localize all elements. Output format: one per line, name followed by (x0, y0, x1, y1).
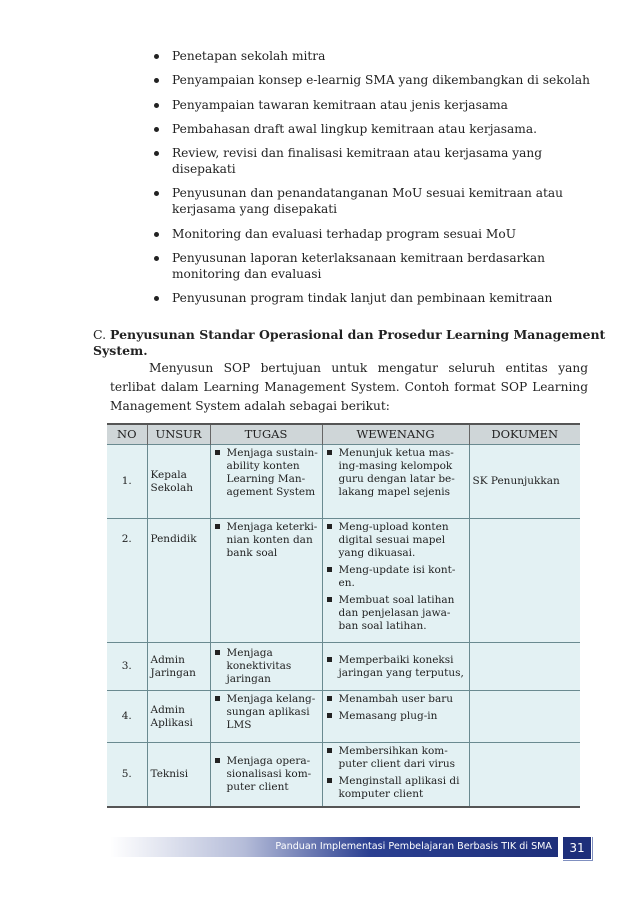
cell-dokumen: SK Penunjukkan (469, 445, 580, 519)
sop-table (107, 423, 580, 808)
list-item: Meng-upload konten digital sesuai mapel yang dikuasai. (326, 521, 466, 560)
list-item: Membuat soal latihan dan penjelasan jawa-ban soal latihan. (326, 594, 466, 633)
bullet-item: Penyusunan laporan keterlaksanaan kemitraan berdasarkan monitoring dan evaluasi (150, 250, 600, 282)
section-letter: C. (93, 327, 107, 342)
cell-unsur: Pendidik (147, 519, 210, 643)
footer-bar (110, 837, 558, 857)
cell-no: 4. (107, 691, 147, 743)
section-heading (93, 327, 613, 359)
list-item: Menunjuk ketua mas-ing-masing kelompok guru dengan latar be-lakang mapel sejenis (326, 447, 466, 499)
bullet-dot-icon (154, 78, 159, 83)
cell-no: 3. (107, 643, 147, 691)
bullet-dot-icon (154, 232, 159, 237)
bullet-dot-icon (154, 191, 159, 196)
table-header-row (107, 424, 580, 445)
list-item: Menjaga keterki-nian konten dan bank soal (214, 521, 319, 560)
bullet-item: Penyusunan program tindak lanjut dan pembinaan kemitraan (150, 290, 600, 306)
header-unsur: UNSUR (147, 424, 210, 445)
square-bullet-icon (215, 758, 220, 763)
bullet-dot-icon (154, 151, 159, 156)
cell-unsur: Kepala Sekolah (147, 445, 210, 519)
bullet-dot-icon (154, 296, 159, 301)
bullet-dot-icon (154, 103, 159, 108)
list-item: Menambah user baru (326, 693, 466, 706)
cell-wewenang (322, 519, 469, 643)
square-bullet-icon (327, 567, 332, 572)
list-item: Memasang plug-in (326, 710, 466, 723)
footer-title: Panduan Implementasi Pembelajaran Berbasis TIK di SMA (275, 841, 552, 852)
square-bullet-icon (215, 696, 220, 701)
cell-wewenang (322, 445, 469, 519)
cell-dokumen (469, 691, 580, 743)
bullet-item: Pembahasan draft awal lingkup kemitraan atau kerjasama. (150, 121, 600, 137)
list-item: Membersihkan kom-puter client dari virus (326, 745, 466, 771)
table-row (107, 519, 580, 643)
bullet-item: Penetapan sekolah mitra (150, 48, 600, 64)
cell-tugas (210, 445, 322, 519)
square-bullet-icon (327, 657, 332, 662)
table-row (107, 643, 580, 691)
cell-no: 1. (107, 445, 147, 519)
bullet-item: Penyampaian konsep e-learnig SMA yang dikembangkan di sekolah (150, 72, 600, 88)
cell-tugas (210, 691, 322, 743)
header-dokumen: DOKUMEN (469, 424, 580, 445)
cell-dokumen (469, 743, 580, 807)
cell-tugas (210, 743, 322, 807)
cell-no: 2. (107, 519, 147, 643)
list-item: Menjaga kelang-sungan aplikasi LMS (214, 693, 319, 732)
square-bullet-icon (215, 450, 220, 455)
section-title: Penyusunan Standar Operasional dan Prosedur Learning Management System. (93, 327, 606, 358)
square-bullet-icon (327, 696, 332, 701)
cell-unsur: Teknisi (147, 743, 210, 807)
square-bullet-icon (327, 450, 332, 455)
header-no: NO (107, 424, 147, 445)
cell-unsur: Admin Jaringan (147, 643, 210, 691)
bullet-list (150, 48, 600, 315)
square-bullet-icon (215, 524, 220, 529)
bullet-dot-icon (154, 127, 159, 132)
list-item: Menginstall aplikasi di komputer client (326, 775, 466, 801)
intro-paragraph: Menyusun SOP bertujuan untuk mengatur seluruh entitas yang terlibat dalam Learning Management System. Contoh format SOP Learning Management System adalah sebagai berikut: (110, 361, 588, 413)
square-bullet-icon (327, 524, 332, 529)
square-bullet-icon (327, 597, 332, 602)
cell-wewenang (322, 743, 469, 807)
header-tugas: TUGAS (210, 424, 322, 445)
cell-tugas (210, 643, 322, 691)
table-row (107, 445, 580, 519)
list-item: Meng-update isi kont-en. (326, 564, 466, 590)
list-item: Menjaga konektivitas jaringan (214, 647, 319, 686)
cell-wewenang (322, 691, 469, 743)
table-row (107, 743, 580, 807)
table-row (107, 691, 580, 743)
cell-no: 5. (107, 743, 147, 807)
cell-unsur: Admin Aplikasi (147, 691, 210, 743)
square-bullet-icon (215, 650, 220, 655)
cell-dokumen (469, 519, 580, 643)
cell-wewenang (322, 643, 469, 691)
bullet-item: Penyusunan dan penandatanganan MoU sesuai kemitraan atau kerjasama yang disepakati (150, 185, 600, 217)
square-bullet-icon (327, 748, 332, 753)
page-number: 31 (562, 836, 592, 860)
bullet-dot-icon (154, 256, 159, 261)
cell-dokumen (469, 643, 580, 691)
square-bullet-icon (327, 713, 332, 718)
bullet-item: Monitoring dan evaluasi terhadap program sesuai MoU (150, 226, 600, 242)
cell-tugas (210, 519, 322, 643)
list-item: Menjaga sustain-ability konten Learning Man-agement System (214, 447, 319, 499)
bullet-dot-icon (154, 54, 159, 59)
square-bullet-icon (327, 778, 332, 783)
bullet-item: Penyampaian tawaran kemitraan atau jenis kerjasama (150, 97, 600, 113)
bullet-item: Review, revisi dan finalisasi kemitraan atau kerjasama yang disepakati (150, 145, 600, 177)
list-item: Memperbaiki koneksi jaringan yang terputus, (326, 654, 466, 680)
header-wewenang: WEWENANG (322, 424, 469, 445)
list-item: Menjaga opera-sionalisasi kom-puter client (214, 755, 319, 794)
